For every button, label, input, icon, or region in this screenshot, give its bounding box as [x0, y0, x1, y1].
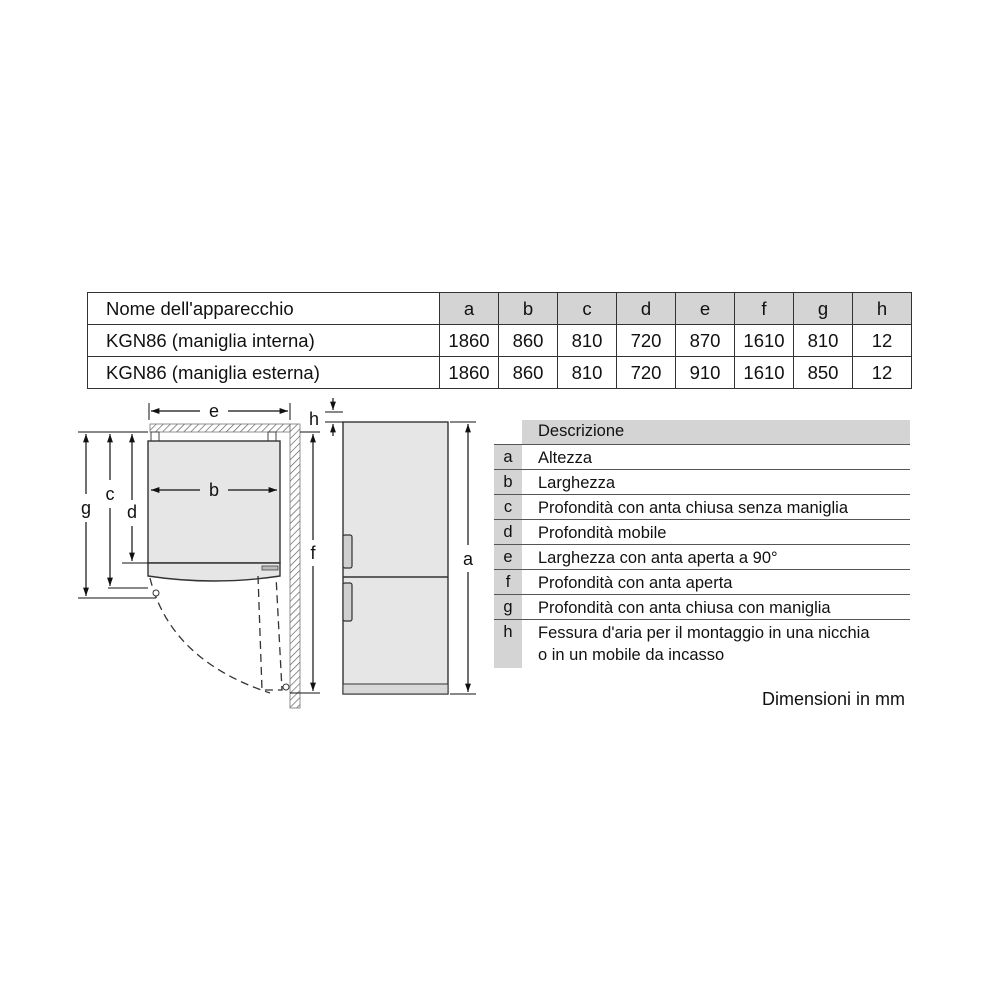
- label-c: c: [105, 484, 115, 504]
- door-swing-arc: [150, 578, 270, 693]
- cell-f: 1610: [735, 325, 794, 357]
- legend-desc: Profondità mobile: [538, 524, 667, 542]
- cell-c: 810: [558, 325, 617, 357]
- cell-d: 720: [617, 325, 676, 357]
- cell-c: 810: [558, 357, 617, 389]
- cell-a: 1860: [440, 357, 499, 389]
- lower-handle-icon: [343, 583, 352, 621]
- label-g: g: [80, 498, 92, 518]
- legend-header-label: Descrizione: [538, 422, 625, 440]
- header-cell-f: f: [735, 293, 794, 325]
- header-cell-b: b: [499, 293, 558, 325]
- hinge-pin-left: [153, 590, 159, 596]
- legend-desc: Profondità con anta aperta: [538, 574, 733, 592]
- cell-f: 1610: [735, 357, 794, 389]
- header-cell-e: e: [676, 293, 735, 325]
- legend-row: [494, 520, 910, 545]
- cabinet-body: [148, 441, 280, 563]
- header-cell-d: d: [617, 293, 676, 325]
- legend-key: a: [494, 445, 522, 469]
- legend-row: [494, 545, 910, 570]
- hinge-block-left: [151, 432, 159, 441]
- legend-desc: [538, 622, 908, 666]
- hinge-block-right: [268, 432, 276, 441]
- header-cell-c: c: [558, 293, 617, 325]
- units-footnote: Dimensioni in mm: [762, 689, 906, 709]
- back-wall-hatch: [150, 424, 290, 432]
- legend-desc: Larghezza: [538, 474, 616, 492]
- legend-key: c: [494, 495, 522, 519]
- base-plinth: [343, 684, 448, 694]
- legend-row: [494, 595, 910, 620]
- fridge-front-body: [343, 422, 448, 694]
- legend-desc: Profondità con anta chiusa senza maniglia: [538, 499, 849, 517]
- cell-b: 860: [499, 325, 558, 357]
- header-cell-h: h: [853, 293, 912, 325]
- legend-key: g: [494, 595, 522, 619]
- label-a: a: [462, 549, 474, 569]
- label-d: d: [126, 502, 138, 522]
- legend-key: h: [494, 620, 522, 668]
- hinge-pin-right: [283, 684, 289, 690]
- legend-desc: Profondità con anta chiusa con maniglia: [538, 599, 831, 617]
- label-f: f: [310, 543, 316, 563]
- upper-handle-icon: [343, 535, 352, 568]
- legend-desc: Altezza: [538, 449, 593, 467]
- door-handle: [262, 566, 278, 570]
- legend-key: b: [494, 470, 522, 494]
- legend-row: [494, 620, 910, 668]
- cell-e: 910: [676, 357, 735, 389]
- cell-h: 12: [853, 357, 912, 389]
- front-view-drawing: [309, 398, 476, 694]
- cell-d: 720: [617, 357, 676, 389]
- legend-header: [494, 420, 910, 445]
- legend-key: d: [494, 520, 522, 544]
- cell-g: 850: [794, 357, 853, 389]
- header-cell-name: Nome dell'apparecchio: [88, 293, 440, 325]
- top-view-drawing: [78, 401, 320, 708]
- row-name: KGN86 (maniglia interna): [88, 325, 440, 357]
- legend-desc-line1: Fessura d'aria per il montaggio in una nicchia: [538, 624, 870, 642]
- legend-desc-line2: o in un mobile da incasso: [538, 646, 725, 664]
- open-door-outline: [258, 576, 282, 690]
- legend-row: [494, 570, 910, 595]
- cell-h: 12: [853, 325, 912, 357]
- label-b: b: [208, 480, 220, 500]
- row-name: KGN86 (maniglia esterna): [88, 357, 440, 389]
- cell-e: 870: [676, 325, 735, 357]
- legend-desc: Larghezza con anta aperta a 90°: [538, 549, 778, 567]
- legend-table: [494, 420, 910, 668]
- legend-key: e: [494, 545, 522, 569]
- legend-key: f: [494, 570, 522, 594]
- label-h: h: [308, 409, 320, 429]
- header-cell-g: g: [794, 293, 853, 325]
- legend-row: [494, 445, 910, 470]
- cell-a: 1860: [440, 325, 499, 357]
- closed-door: [148, 563, 280, 581]
- legend-row: [494, 495, 910, 520]
- cell-b: 860: [499, 357, 558, 389]
- legend-row: [494, 470, 910, 495]
- side-wall-hatch: [290, 424, 300, 708]
- label-e: e: [208, 401, 220, 421]
- header-cell-a: a: [440, 293, 499, 325]
- cell-g: 810: [794, 325, 853, 357]
